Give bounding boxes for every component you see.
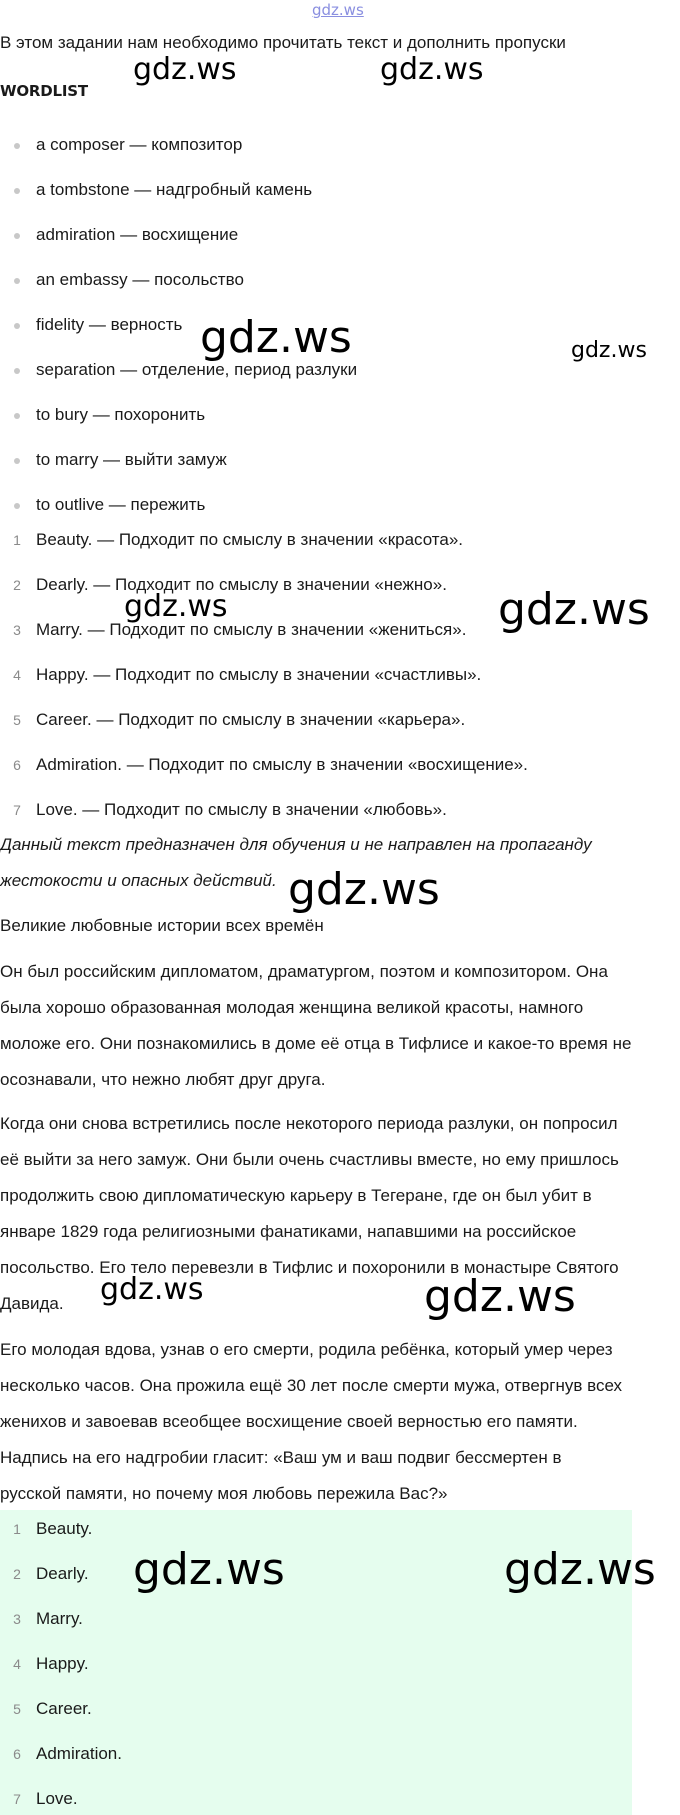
list-item: Happy. <box>36 1654 89 1673</box>
list-item: separation — отделение, период разлуки <box>36 360 358 379</box>
bullet-icon <box>14 278 20 284</box>
list-number: 2 <box>13 1566 21 1582</box>
watermark: gdz.ws <box>100 1272 204 1307</box>
list-item: Career. <box>36 1699 92 1718</box>
watermark: gdz.ws <box>498 584 650 635</box>
bullet-icon <box>14 458 20 464</box>
list-item: Marry. — Подходит по смыслу в значении «жениться». <box>36 620 467 639</box>
list-number: 1 <box>13 1521 21 1537</box>
task-intro: В этом задании нам необходимо прочитать текст и дополнить пропуски <box>0 33 566 52</box>
text-line: посольство. Его тело перевезли в Тифлис и похоронили в монастыре Святого <box>0 1258 619 1277</box>
list-item: to marry — выйти замуж <box>36 450 227 469</box>
list-number: 5 <box>13 712 21 728</box>
list-item: to bury — похоронить <box>36 405 206 424</box>
disclaimer-line: жестокости и опасных действий. <box>0 871 277 890</box>
list-item: Beauty. — Подходит по смыслу в значении «красота». <box>36 530 464 549</box>
text-line: несколько часов. Она прожила ещё 30 лет после смерти мужа, отвергнув всех <box>0 1376 623 1395</box>
watermark: gdz.ws <box>200 312 352 363</box>
story-title: Великие любовные истории всех времён <box>0 916 324 935</box>
text-line: русской памяти, но почему моя любовь пережила Вас?» <box>0 1484 448 1503</box>
watermark: gdz.ws <box>124 589 228 624</box>
list-item: Marry. <box>36 1609 83 1628</box>
list-number: 6 <box>13 1746 21 1762</box>
text-line: Надпись на его надгробии гласит: «Ваш ум и ваш подвиг бессмертен в <box>0 1448 562 1467</box>
list-number: 7 <box>13 802 21 818</box>
list-item: a tombstone — надгробный камень <box>36 180 313 199</box>
watermark: gdz.ws <box>288 864 440 915</box>
disclaimer-line: Данный текст предназначен для обучения и не направлен на пропаганду <box>0 835 592 854</box>
watermark: gdz.ws <box>571 338 647 363</box>
list-number: 4 <box>13 667 21 683</box>
watermark: gdz.ws <box>424 1271 576 1322</box>
wordlist-heading: WORDLIST <box>0 82 88 100</box>
bullet-icon <box>14 188 20 194</box>
bullet-icon <box>14 233 20 239</box>
text-line: женихов и завоевав всеобщее восхищение своей верностью его памяти. <box>0 1412 578 1431</box>
text-line: Он был российским дипломатом, драматургом, поэтом и композитором. Она <box>0 962 608 981</box>
list-item: Love. — Подходит по смыслу в значении «любовь». <box>36 800 447 819</box>
list-item: Dearly. — Подходит по смыслу в значении «нежно». <box>36 575 447 594</box>
bullet-icon <box>14 323 20 329</box>
bullet-icon <box>14 143 20 149</box>
list-number: 4 <box>13 1656 21 1672</box>
list-item: an embassy — посольство <box>36 270 244 289</box>
watermark-top-link[interactable]: gdz.ws <box>312 1 364 19</box>
text-line: осознавали, что нежно любят друг друга. <box>0 1070 326 1089</box>
list-item: Dearly. <box>36 1564 89 1583</box>
list-number: 2 <box>13 577 21 593</box>
list-number: 6 <box>13 757 21 773</box>
text-line: моложе его. Они познакомились в доме её отца в Тифлисе и какое-то время не <box>0 1034 632 1053</box>
list-item: admiration — восхищение <box>36 225 239 244</box>
watermark: gdz.ws <box>380 52 484 87</box>
list-item: Admiration. — Подходит по смыслу в значении «восхищение». <box>36 755 528 774</box>
text-line: её выйти за него замуж. Они были очень счастливы вместе, но ему пришлось <box>0 1150 619 1169</box>
list-item: Happy. — Подходит по смыслу в значении «счастливы». <box>36 665 482 684</box>
watermark: gdz.ws <box>133 1544 285 1595</box>
text-line: январе 1829 года религиозными фанатиками, напавшими на российское <box>0 1222 577 1241</box>
bullet-icon <box>14 368 20 374</box>
list-item: Admiration. <box>36 1744 122 1763</box>
watermark: gdz.ws <box>133 52 237 87</box>
bullet-icon <box>14 503 20 509</box>
list-item: Career. — Подходит по смыслу в значении «карьера». <box>36 710 466 729</box>
list-item: fidelity — верность <box>36 315 183 334</box>
list-number: 7 <box>13 1791 21 1807</box>
text-line: Давида. <box>0 1294 64 1313</box>
watermark: gdz.ws <box>504 1544 656 1595</box>
text-line: продолжить свою дипломатическую карьеру в Тегеране, где он был убит в <box>0 1186 592 1205</box>
text-line: была хорошо образованная молодая женщина великой красоты, намного <box>0 998 584 1017</box>
list-number: 3 <box>13 622 21 638</box>
list-item: to outlive — пережить <box>36 495 206 514</box>
text-line: Когда они снова встретились после некоторого периода разлуки, он попросил <box>0 1114 618 1133</box>
list-item: Love. <box>36 1789 78 1808</box>
list-number: 1 <box>13 532 21 548</box>
bullet-icon <box>14 413 20 419</box>
text-line: Его молодая вдова, узнав о его смерти, родила ребёнка, который умер через <box>0 1340 613 1359</box>
list-number: 3 <box>13 1611 21 1627</box>
list-item: a composer — композитор <box>36 135 243 154</box>
list-item: Beauty. <box>36 1519 93 1538</box>
list-number: 5 <box>13 1701 21 1717</box>
